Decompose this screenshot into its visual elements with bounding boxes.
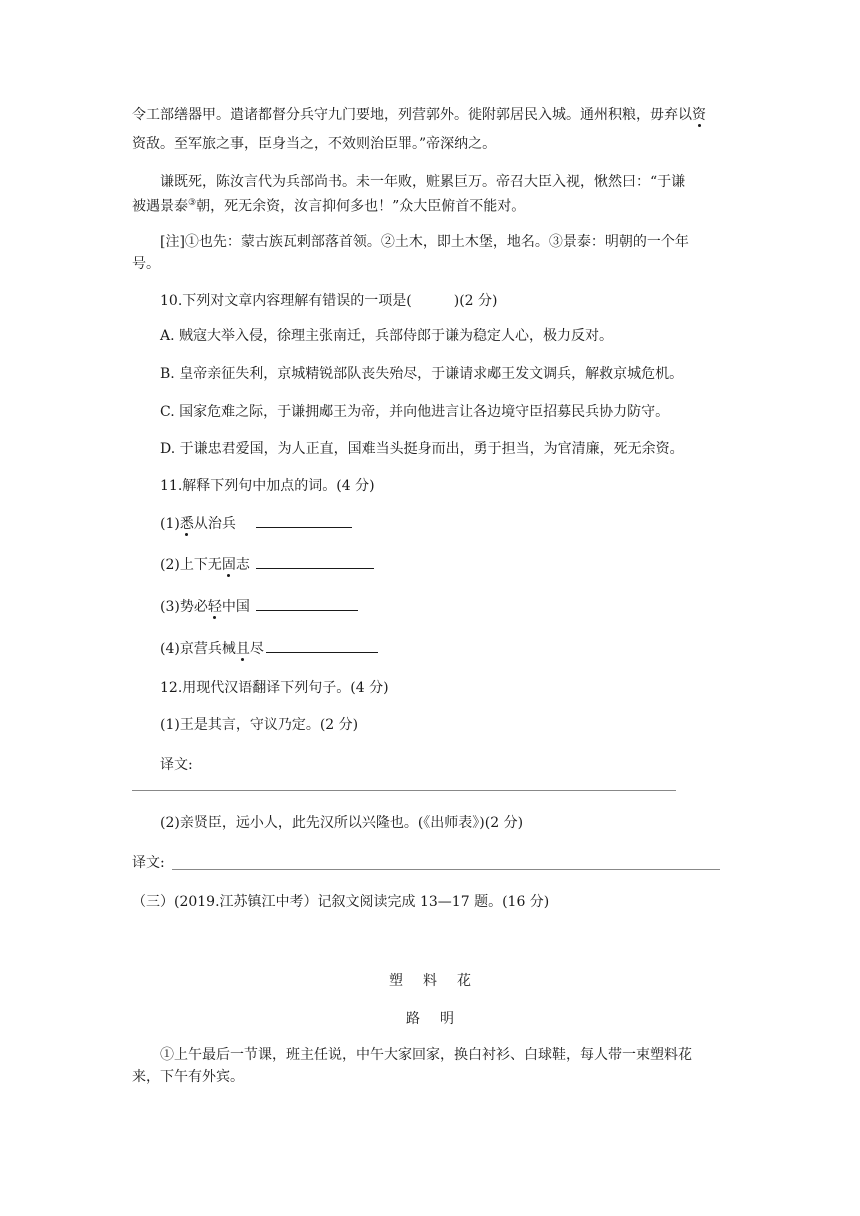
emphasis-dot-char: 资 [692,107,706,123]
passage-line: 谦既死，陈汝言代为兵部尚书。未一年败，赃累巨万。帝召大臣入视，愀然曰：“于谦 [160,174,686,190]
footnote: [注]①也先：蒙古族瓦剌部落首领。②土木，即土木堡，地名。③景泰：明朝的一个年 [160,234,689,250]
option-b: B. 皇帝亲征失利，京城精锐部队丧失殆尽，于谦请求郕王发文调兵，解救京城危机。 [160,366,684,382]
question-11-item: (3)势必轻中国 [160,596,358,617]
question-12-stem: 12.用现代汉语翻译下列句子。(4 分) [160,680,389,696]
story-paragraph: 来，下午有外宾。 [132,1069,244,1085]
section-heading: （三）(2019.江苏镇江中考）记叙文阅读完成 13—17 题。(16 分) [132,894,550,910]
question-11-stem: 11.解释下列句中加点的词。(4 分) [160,478,375,494]
passage-line: 资敌。至军旅之事，臣身当之，不效则治臣罪。”帝深纳之。 [132,136,497,152]
footnote: 号。 [132,256,160,272]
question-12-sentence-1: (1)王是其言，守议乃定。(2 分) [160,717,359,733]
question-12-sentence-2: (2)亲贤臣，远小人，此先汉所以兴隆也。(《出师表》)(2 分) [160,815,524,831]
option-c: C. 国家危难之际，于谦拥郕王为帝，并向他进言让各边境守臣招募民兵协力防守。 [160,404,670,420]
question-10-stem: 10.下列对文章内容理解有错误的一项是( )(2 分) [160,293,498,309]
translation-label-1: 译文: [160,757,193,773]
translation-label-2: 译文: [132,855,165,871]
option-d: D. 于谦忠君爱国，为人正直，国难当头挺身而出，勇于担当，为官清廉，死无余资。 [160,441,684,457]
story-paragraph: ①上午最后一节课，班主任说，中午大家回家，换白衬衫、白球鞋，每人带一束塑料花 [160,1047,692,1063]
translation-line-1[interactable] [132,790,676,791]
answer-blank[interactable] [256,596,358,611]
passage-line: 被遇景泰③朝，死无余资，汝言抑何多也！”众大臣俯首不能对。 [132,198,526,215]
translation-line-2[interactable] [172,869,720,870]
question-11-item: (2)上下无固志 [160,554,374,575]
option-a: A. 贼寇大举入侵，徐理主张南迁，兵部侍郎于谦为稳定人心，极力反对。 [160,328,614,344]
question-11-item: (4)京营兵械且尽 [160,638,378,659]
answer-blank[interactable] [266,638,378,653]
answer-blank[interactable] [256,554,374,569]
question-11-item: (1)悉从治兵 [160,513,352,534]
answer-blank[interactable] [256,513,352,528]
passage-line: 令工部缮器甲。遣诸都督分兵守九门要地，列营郭外。徙附郭居民入城。通州积粮，毋弃以资 [132,107,706,123]
story-author: 路明 [406,1011,474,1027]
story-title: 塑料花 [389,973,491,989]
